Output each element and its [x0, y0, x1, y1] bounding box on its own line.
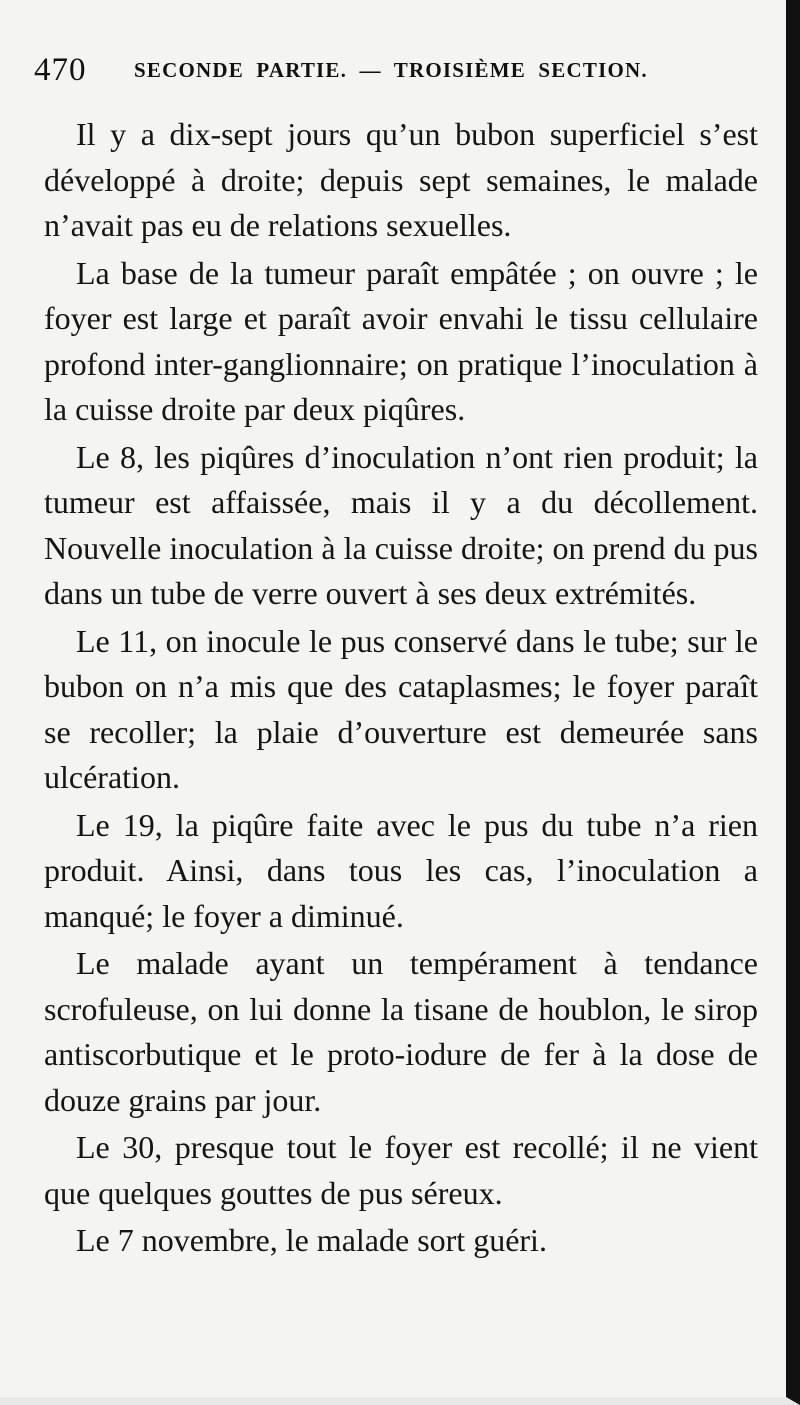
- paragraph: La base de la tumeur paraît empâtée ; on ouvre ; le foyer est large et paraît avoir envahi le tissu cellulaire profond inter-ganglionnaire; on pratique l’inoculation à la cuisse droite par deux piqûres.: [44, 254, 758, 427]
- page-number: 470: [34, 52, 87, 88]
- paragraph: Le 8, les piqûres d’inoculation n’ont rien produit; la tumeur est affaissée, mais il y a du décollement. Nouvelle inoculation à la cuisse droite; on prend du pus dans un tube de verre ouvert à ses deux extrémités.: [44, 438, 758, 611]
- paragraph: Le 11, on inocule le pus conservé dans le tube; sur le bubon on n’a mis que des cataplasmes; le foyer paraît se recoller; la plaie d’ouverture est demeurée sans ulcération.: [44, 622, 758, 795]
- paragraph: Le 19, la piqûre faite avec le pus du tube n’a rien produit. Ainsi, dans tous les cas, l’inoculation a manqué; le foyer a diminué.: [44, 806, 758, 934]
- body-text: [44, 112, 758, 1264]
- running-head: SECONDE PARTIE. — TROISIÈME SECTION.: [134, 58, 648, 82]
- paragraph: Le 7 novembre, le malade sort guéri.: [76, 1222, 547, 1258]
- paragraph: Le 30, presque tout le foyer est recollé; il ne vient que quelques gouttes de pus séreux.: [44, 1129, 758, 1211]
- paragraph: Il y a dix-sept jours qu’un bubon superficiel s’est développé à droite; depuis sept semaines, le malade n’avait pas eu de relations sexuelles.: [44, 116, 758, 243]
- page-header: [34, 52, 734, 92]
- paragraph: Le malade ayant un tempérament à tendance scrofuleuse, on lui donne la tisane de houblon, le sirop antiscorbutique et le proto-iodure de fer à la dose de douze grains par jour.: [44, 945, 758, 1118]
